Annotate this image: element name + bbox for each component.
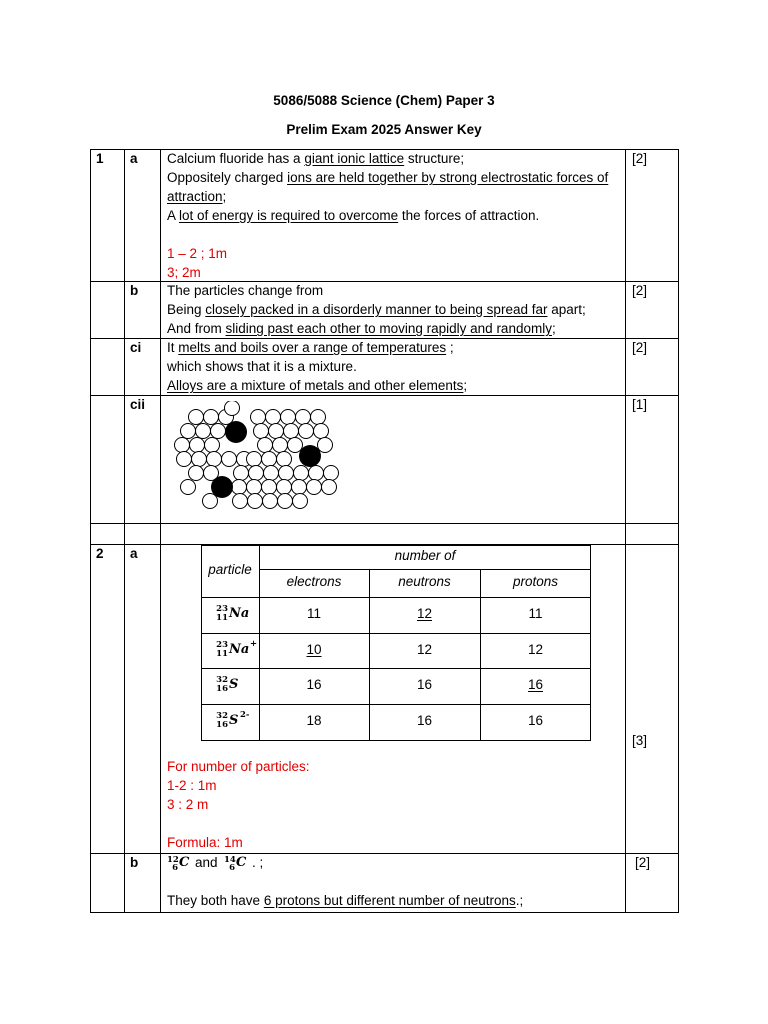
metal-atom bbox=[322, 480, 337, 495]
marking-scheme-1a-1: 1 – 2 ; 1m bbox=[167, 246, 228, 261]
metal-atom bbox=[189, 410, 204, 425]
answer-table bbox=[90, 149, 679, 913]
metal-atom bbox=[234, 466, 249, 481]
metal-atom bbox=[307, 480, 322, 495]
subpart-label-1b: b bbox=[130, 283, 139, 298]
and-text: and bbox=[195, 855, 218, 870]
metal-atom bbox=[258, 438, 273, 453]
metal-atom bbox=[314, 424, 329, 439]
metal-atom bbox=[277, 452, 292, 467]
metal-atom bbox=[225, 401, 240, 416]
metal-atom bbox=[318, 438, 333, 453]
impurity-atom bbox=[211, 476, 233, 498]
metal-atom bbox=[196, 424, 211, 439]
particle-symbol: 32 16 S bbox=[216, 675, 239, 694]
metal-atom bbox=[251, 410, 266, 425]
answer-1ci: It melts and boils over a range of temperatures ; which shows that it is a mixture. Alloys are a mixture of metals and other elements; bbox=[167, 340, 468, 393]
document-title: 5086/5088 Science (Chem) Paper 3 bbox=[273, 93, 495, 108]
particle-table bbox=[201, 545, 591, 741]
cell-neutrons: 12 bbox=[416, 641, 433, 657]
metal-atom bbox=[277, 480, 292, 495]
isotope-carbon-12: 12 6 C bbox=[167, 855, 190, 873]
cell-neutrons: 16 bbox=[416, 677, 433, 692]
metal-atom bbox=[273, 438, 288, 453]
metal-atom bbox=[204, 410, 219, 425]
metal-atom bbox=[264, 466, 279, 481]
metal-atom bbox=[262, 452, 277, 467]
header-number-of: number of bbox=[394, 548, 456, 563]
metal-atom bbox=[262, 480, 277, 495]
metal-atom bbox=[311, 410, 326, 425]
metal-atom bbox=[266, 410, 281, 425]
metal-atom bbox=[296, 410, 311, 425]
metal-atom bbox=[232, 480, 247, 495]
metal-atom bbox=[293, 494, 308, 509]
metal-atom bbox=[247, 480, 262, 495]
metal-atom bbox=[263, 494, 278, 509]
metal-atom bbox=[281, 410, 296, 425]
metal-atom bbox=[254, 424, 269, 439]
question-number-1: 1 bbox=[96, 151, 104, 166]
metal-atom bbox=[247, 452, 262, 467]
particle-symbol: 32 16 S 2- bbox=[216, 710, 250, 730]
cell-protons: 11 bbox=[528, 606, 543, 621]
cell-neutrons: 16 bbox=[416, 713, 433, 728]
header-electrons: electrons bbox=[286, 574, 342, 589]
metal-atom bbox=[269, 424, 284, 439]
metal-atom bbox=[233, 494, 248, 509]
cell-electrons: 18 bbox=[306, 713, 322, 728]
metal-atom bbox=[222, 452, 237, 467]
metal-atom bbox=[192, 452, 207, 467]
cell-protons: 12 bbox=[527, 641, 544, 657]
header-neutrons: neutrons bbox=[398, 574, 451, 589]
metal-atom bbox=[189, 466, 204, 481]
mark-2a: [3] bbox=[632, 733, 648, 748]
metal-atom bbox=[190, 438, 205, 453]
metal-atom bbox=[211, 424, 226, 439]
mark-2b: [2] bbox=[635, 855, 651, 870]
isotope-carbon-14: 14 6 C bbox=[224, 855, 247, 873]
metal-atom bbox=[288, 438, 303, 453]
metal-atom bbox=[205, 438, 220, 453]
header-protons: protons bbox=[512, 574, 559, 589]
mark-1b: [2] bbox=[632, 283, 648, 298]
marking-scheme-1a-2: 3; 2m bbox=[167, 265, 201, 280]
metal-atom bbox=[248, 494, 263, 509]
metal-atom bbox=[203, 494, 218, 509]
metal-atom bbox=[278, 494, 293, 509]
metal-atom bbox=[181, 480, 196, 495]
subpart-label-2b: b bbox=[130, 855, 139, 870]
impurity-atom bbox=[299, 445, 321, 467]
answer-2b: They both have 6 protons but different number of neutrons.; bbox=[167, 893, 524, 908]
metal-atom bbox=[284, 424, 299, 439]
marking-scheme-2a: For number of particles: 1-2 : 1m 3 : 2 m Formula: 1m bbox=[167, 759, 310, 850]
metal-atom bbox=[294, 466, 309, 481]
answer-1a: Calcium fluoride has a giant ionic lattice structure; Oppositely charged ions are held together by strong electrostatic forces of attraction; A lot of energy is required to overcome the forces of attraction. 1 – 2 ; 1m 3; 2m bbox=[167, 149, 627, 282]
answer-1b: The particles change from Being closely packed in a disorderly manner to being spread far apart; And from sliding past each other to moving rapidly and randomly; bbox=[167, 283, 586, 336]
metal-atom bbox=[207, 452, 222, 467]
isotope-separator: . ; bbox=[252, 855, 264, 870]
metal-atom bbox=[177, 452, 192, 467]
metal-atom bbox=[299, 424, 314, 439]
metal-atom bbox=[309, 466, 324, 481]
metal-atom bbox=[181, 424, 196, 439]
subpart-label-1ci: ci bbox=[130, 340, 142, 355]
question-number-2: 2 bbox=[96, 546, 104, 561]
cell-electrons: 11 bbox=[306, 606, 321, 621]
document-subtitle: Prelim Exam 2025 Answer Key bbox=[286, 122, 482, 137]
mark-1ci: [2] bbox=[632, 340, 648, 355]
mark-1a: [2] bbox=[632, 151, 648, 166]
header-particle: particle bbox=[208, 562, 252, 577]
particle-symbol: 23 11 Na bbox=[216, 604, 250, 623]
particle-symbol: 23 11 Na + bbox=[216, 638, 258, 659]
cell-neutrons: 12 bbox=[416, 606, 433, 621]
subpart-label-1a: a bbox=[130, 151, 138, 166]
metal-atom bbox=[249, 466, 264, 481]
metal-atom bbox=[175, 438, 190, 453]
subpart-label-2a: a bbox=[130, 546, 138, 561]
mark-1cii: [1] bbox=[632, 397, 648, 412]
cell-protons: 16 bbox=[527, 713, 544, 728]
cell-electrons: 10 bbox=[306, 641, 322, 657]
impurity-atom bbox=[225, 421, 247, 443]
metal-atom bbox=[292, 480, 307, 495]
cell-electrons: 16 bbox=[306, 677, 322, 692]
metal-atom bbox=[279, 466, 294, 481]
metal-atom bbox=[324, 466, 339, 481]
alloy-particle-diagram bbox=[174, 401, 344, 516]
subpart-label-1cii: cii bbox=[130, 397, 146, 412]
cell-protons: 16 bbox=[527, 677, 544, 692]
